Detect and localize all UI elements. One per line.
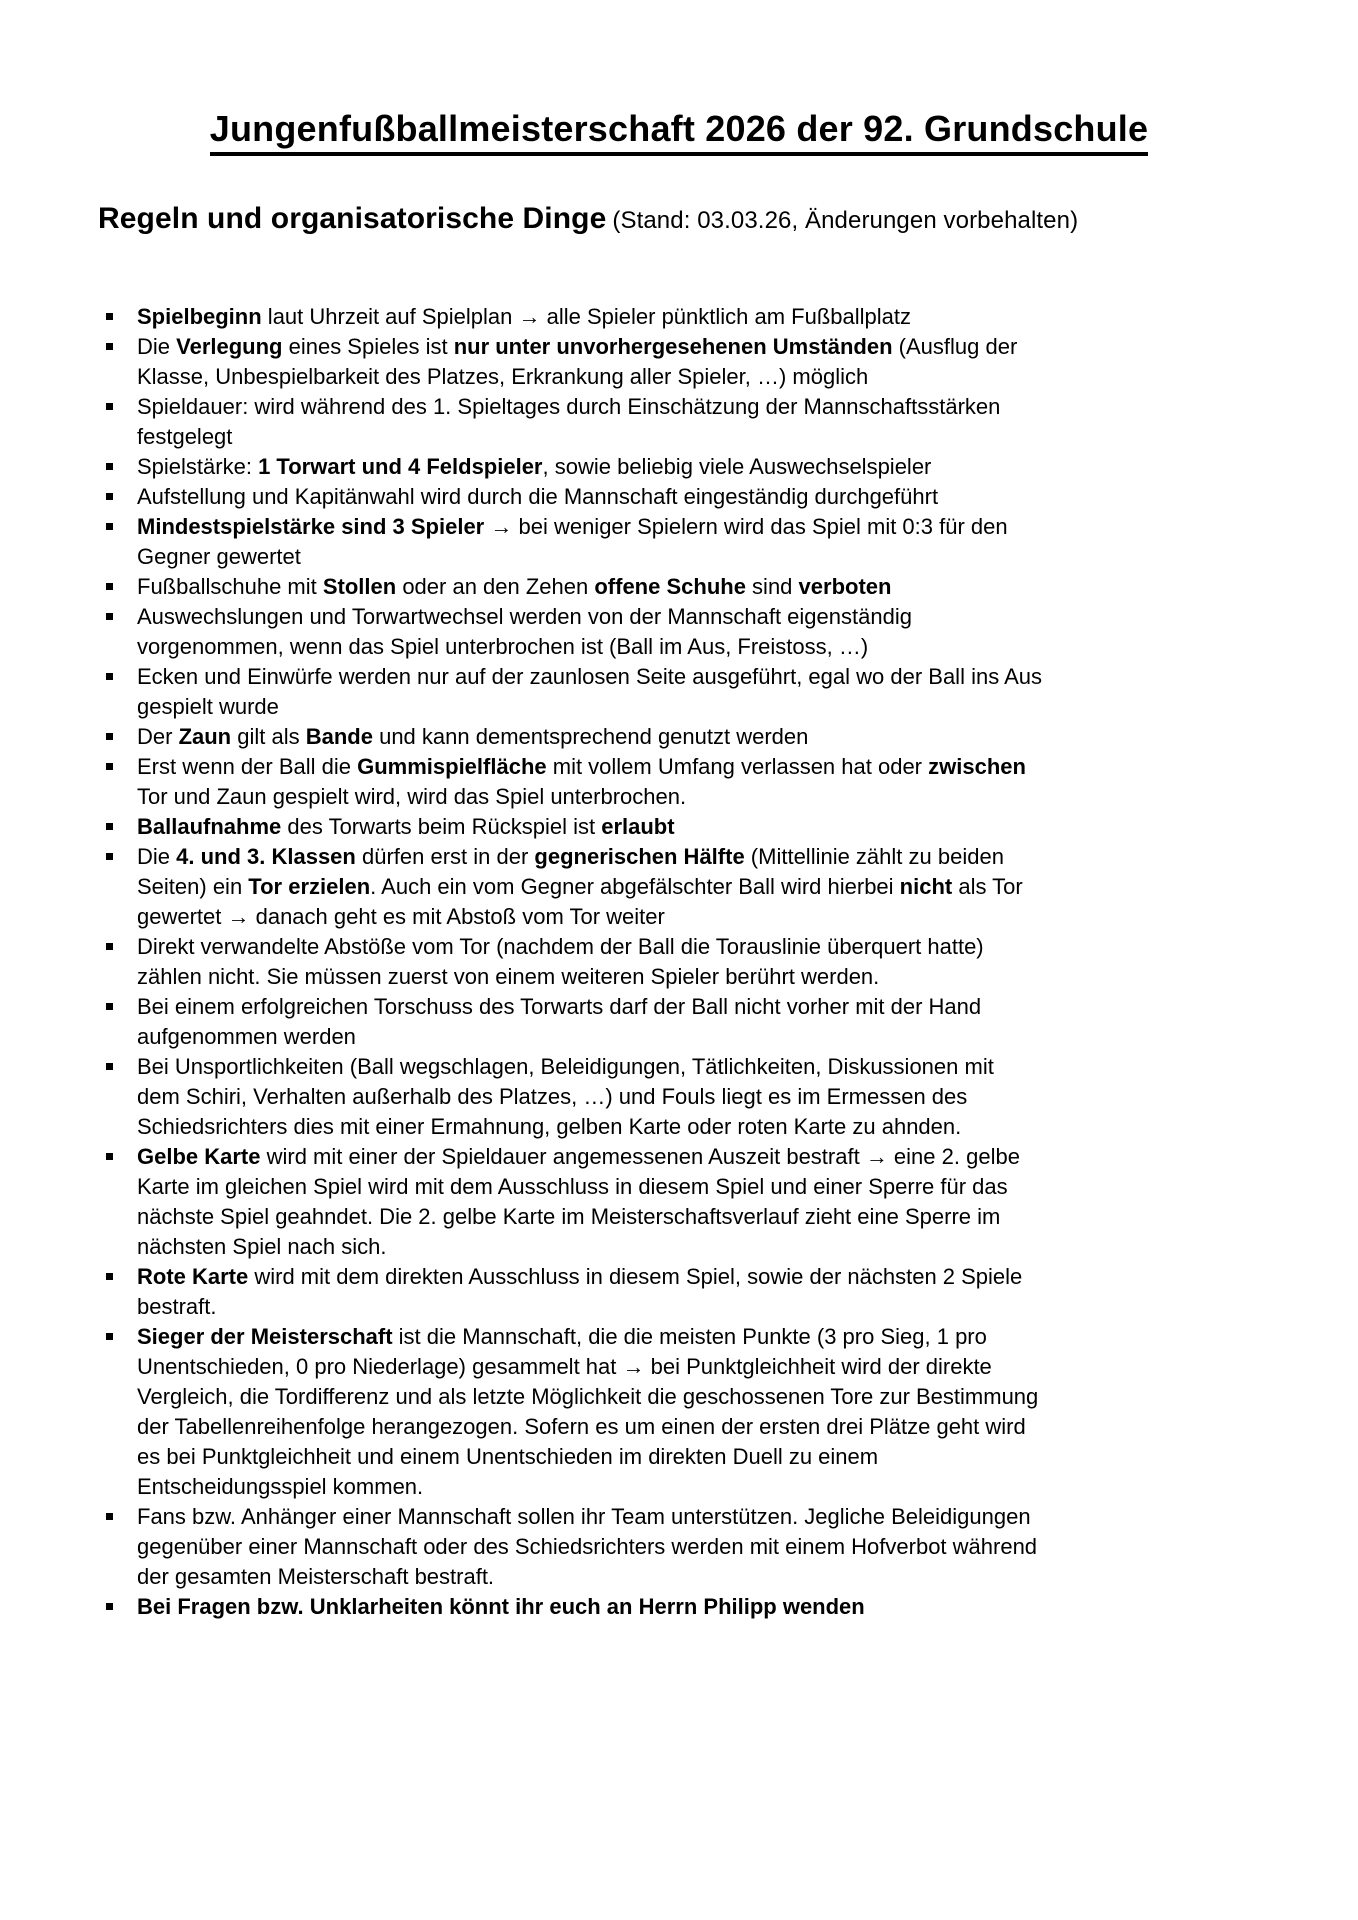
rule-item: Auswechslungen und Torwartwechsel werden von der Mannschaft eigenständig vorgenommen, wenn das Spiel unterbrochen ist (Ball im Aus, Freistoss, …)	[137, 602, 1042, 662]
rule-item: Erst wenn der Ball die Gummispielfläche mit vollem Umfang verlassen hat oder zwischen Tor und Zaun gespielt wird, wird das Spiel unterbrochen.	[137, 752, 1042, 812]
rule-item: Bei einem erfolgreichen Torschuss des Torwarts darf der Ball nicht vorher mit der Hand aufgenommen werden	[137, 992, 1042, 1052]
rule-item: Sieger der Meisterschaft ist die Mannschaft, die die meisten Punkte (3 pro Sieg, 1 pro Unentschieden, 0 pro Niederlage) gesammelt hat → bei Punktgleichheit wird der direkte Vergleich, die Tordifferenz und als letzte Möglichkeit die geschossenen Tore zur Bestimmung der Tabellenreihenfolge herangezogen. Sofern es um einen der ersten drei Plätze geht wird es bei Punktgleichheit und einem Unentschieden im direkten Duell zu einem Entscheidungsspiel kommen.	[137, 1322, 1042, 1502]
rule-item: Bei Unsportlichkeiten (Ball wegschlagen, Beleidigungen, Tätlichkeiten, Diskussionen mit dem Schiri, Verhalten außerhalb des Platzes, …) und Fouls liegt es im Ermessen des Schiedsrichters dies mit einer Ermahnung, gelben Karte oder roten Karte zu ahnden.	[137, 1052, 1042, 1142]
rule-item: Die 4. und 3. Klassen dürfen erst in der gegnerischen Hälfte (Mittellinie zählt zu beiden Seiten) ein Tor erzielen. Auch ein vom Gegner abgefälschter Ball wird hierbei nicht als Tor gewertet → danach geht es mit Abstoß vom Tor weiter	[137, 842, 1042, 932]
rule-item: Rote Karte wird mit dem direkten Ausschluss in diesem Spiel, sowie der nächsten 2 Spiele bestraft.	[137, 1262, 1042, 1322]
rule-item: Spielstärke: 1 Torwart und 4 Feldspieler, sowie beliebig viele Auswechselspieler	[137, 452, 1042, 482]
rule-item: Direkt verwandelte Abstöße vom Tor (nachdem der Ball die Torauslinie überquert hatte) zählen nicht. Sie müssen zuerst von einem weiteren Spieler berührt werden.	[137, 932, 1042, 992]
rule-item: Gelbe Karte wird mit einer der Spieldauer angemessenen Auszeit bestraft → eine 2. gelbe Karte im gleichen Spiel wird mit dem Ausschluss in diesem Spiel und einer Sperre für das nächste Spiel geahndet. Die 2. gelbe Karte im Meisterschaftsverlauf zieht eine Sperre im nächsten Spiel nach sich.	[137, 1142, 1042, 1262]
rule-item: Mindestspielstärke sind 3 Spieler → bei weniger Spielern wird das Spiel mit 0:3 für den Gegner gewertet	[137, 512, 1042, 572]
rule-item: Fans bzw. Anhänger einer Mannschaft sollen ihr Team unterstützen. Jegliche Beleidigungen gegenüber einer Mannschaft oder des Schiedsrichters werden mit einem Hofverbot während der gesamten Meisterschaft bestraft.	[137, 1502, 1042, 1592]
rule-item: Bei Fragen bzw. Unklarheiten könnt ihr euch an Herrn Philipp wenden	[137, 1592, 1042, 1622]
rule-item: Spieldauer: wird während des 1. Spieltages durch Einschätzung der Mannschaftsstärken festgelegt	[137, 392, 1042, 452]
rule-item: Die Verlegung eines Spieles ist nur unter unvorhergesehenen Umständen (Ausflug der Klasse, Unbespielbarkeit des Platzes, Erkrankung aller Spieler, …) möglich	[137, 332, 1042, 392]
page-title	[0, 0, 1358, 156]
section-heading-text: Regeln und organisatorische Dinge	[98, 202, 607, 235]
rule-item: Ecken und Einwürfe werden nur auf der zaunlosen Seite ausgeführt, egal wo der Ball ins Aus gespielt wurde	[137, 662, 1042, 722]
rule-item: Ballaufnahme des Torwarts beim Rückspiel ist erlaubt	[137, 812, 1042, 842]
rule-item: Aufstellung und Kapitänwahl wird durch die Mannschaft eingeständig durchgeführt	[137, 482, 1042, 512]
rule-item: Fußballschuhe mit Stollen oder an den Zehen offene Schuhe sind verboten	[137, 572, 1042, 602]
section-heading	[98, 202, 1358, 236]
rules-list	[0, 302, 1042, 1622]
rule-item: Spielbeginn laut Uhrzeit auf Spielplan → alle Spieler pünktlich am Fußballplatz	[137, 302, 1042, 332]
rule-item: Der Zaun gilt als Bande und kann dementsprechend genutzt werden	[137, 722, 1042, 752]
section-heading-note: (Stand: 03.03.26, Änderungen vorbehalten)	[612, 207, 1079, 234]
page-title-text: Jungenfußballmeisterschaft 2026 der 92. Grundschule	[210, 108, 1148, 156]
